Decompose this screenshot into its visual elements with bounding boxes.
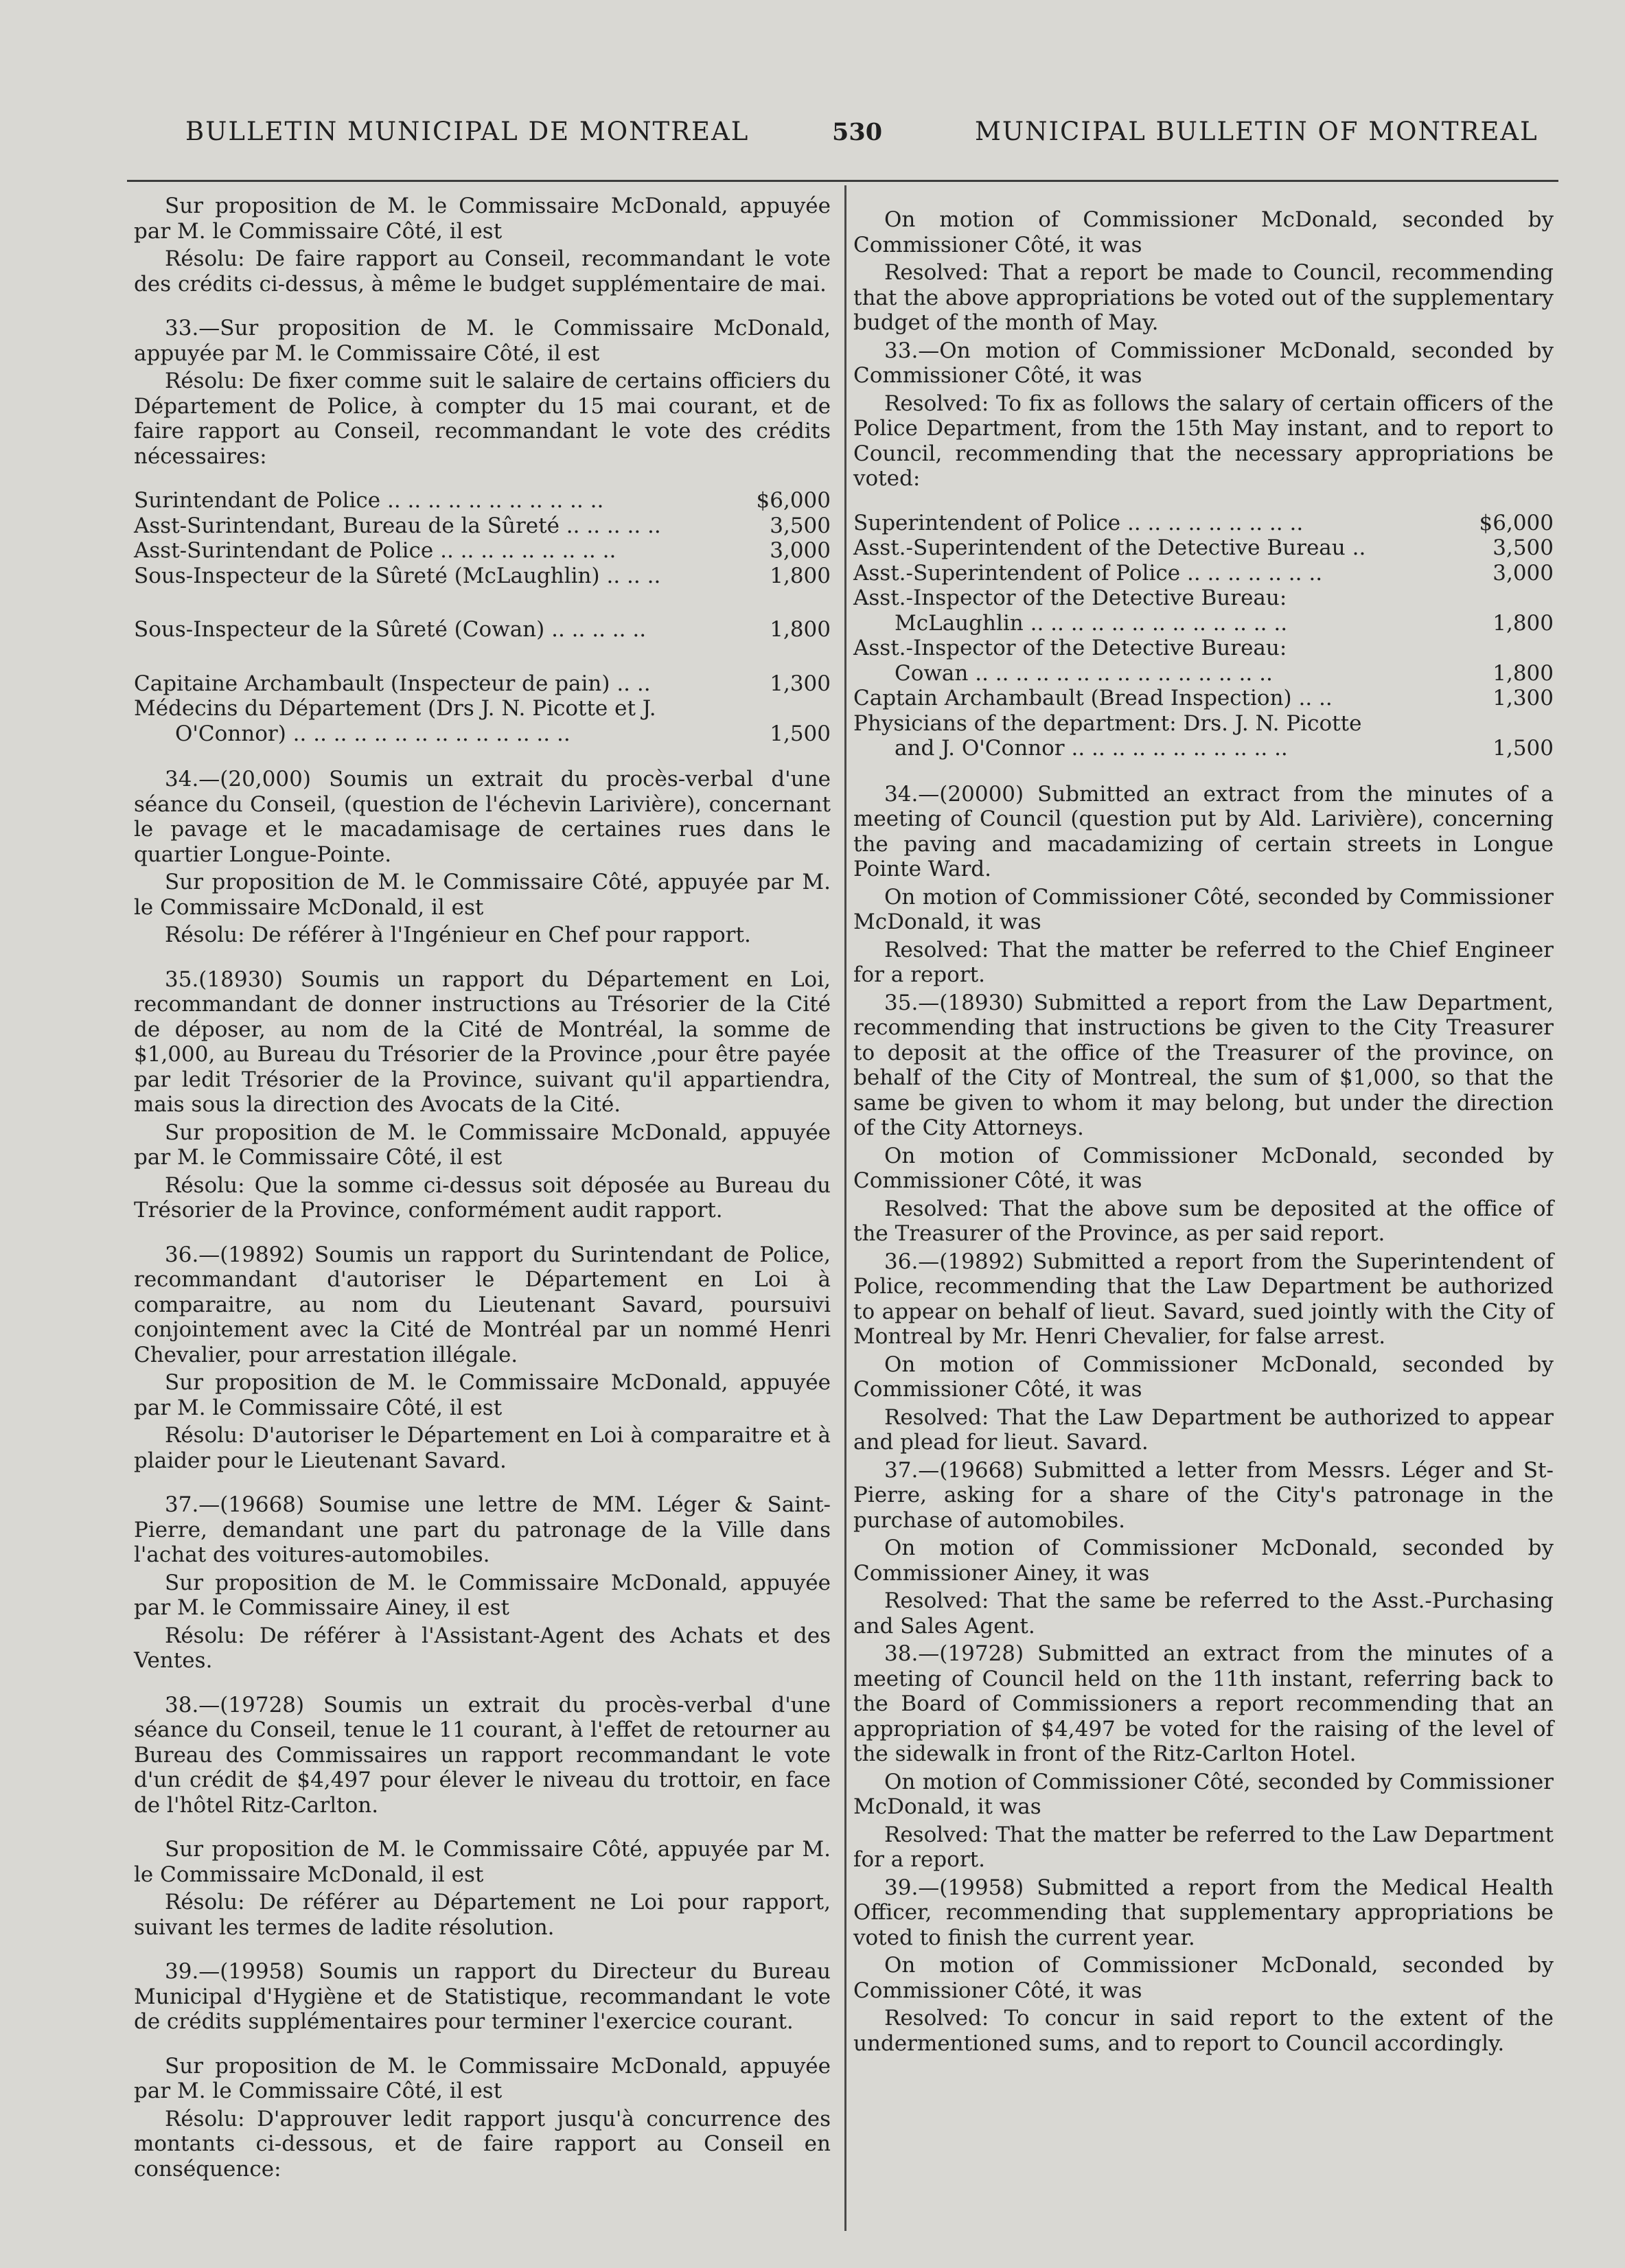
salary-table [134,488,831,746]
salary-row: Asst-Surintendant, Bureau de la Sûreté .. .. .. .. .. 3,500 [134,513,831,538]
salary-row: Sous-Inspecteur de la Sûreté (McLaughlin) .. .. .. 1,800 [134,563,831,588]
paragraph: Résolu: Que la somme ci-dessus soit déposée au Bureau du Trésorier de la Province, conformément audit rapport. [134,1172,831,1223]
paragraph: Resolved: That the matter be referred to the Law Department for a report. [853,1822,1554,1872]
paragraph: Sur proposition de M. le Commissaire McDonald, appuyée par M. le Commissaire Côté, il est [134,1120,831,1170]
paragraph: 37.—(19668) Submitted a letter from Messrs. Léger and St-Pierre, asking for a share of the City's patronage in the purchase of automobiles. [853,1457,1554,1533]
paragraph: 36.—(19892) Soumis un rapport du Surintendant de Police, recommandant d'autoriser le Département en Loi à comparaitre, au nom du Lieutenant Savard, poursuivi conjointement avec la Cité de Montréal par un nommé Henri Chevalier, pour arrestation illégale. [134,1242,831,1367]
paragraph: Résolu: D'autoriser le Département en Loi à comparaitre et à plaider pour le Lieutenant Savard. [134,1423,831,1473]
paragraph: Résolu: De référer à l'Assistant-Agent des Achats et des Ventes. [134,1623,831,1673]
paragraph: Resolved: To fix as follows the salary of certain officers of the Police Department, from the 15th May instant, and to report to Council, recommending that the necessary appropriations be voted: [853,391,1554,491]
paragraph: 39.—(19958) Submitted a report from the Medical Health Officer, recommending that supplementary appropriations be voted to finish the current year. [853,1875,1554,1950]
page-number: 530 [832,118,883,146]
salary-row: Asst.-Inspector of the Detective Bureau: [853,586,1287,610]
paragraph: 38.—(19728) Soumis un extrait du procès-verbal d'une séance du Conseil, tenue le 11 courant, à l'effet de retourner au Bureau des Commissaires un rapport recommandant le vote d'un crédit de $4,497 pour élever le niveau du trottoir, en face de l'hôtel Ritz-Carlton. [134,1692,831,1818]
salary-row: Superintendent of Police .. .. .. .. .. .. .. .. .. $6,000 [853,510,1554,535]
paragraph: 37.—(19668) Soumise une lettre de MM. Léger & Saint-Pierre, demandant une part du patronage de la Ville dans l'achat des voitures-automobiles. [134,1492,831,1567]
paragraph: Résolu: De référer au Département ne Loi pour rapport, suivant les termes de ladite résolution. [134,1890,831,1940]
paragraph: 39.—(19958) Soumis un rapport du Directeur du Bureau Municipal d'Hygiène et de Statistique, recommandant le vote de crédits supplémentaires pour terminer l'exercice courant. [134,1959,831,2034]
column-divider [844,185,846,2231]
paragraph: Resolved: That a report be made to Council, recommending that the above appropriations be voted out of the supplementary budget of the month of May. [853,260,1554,335]
paragraph: Resolved: That the Law Department be authorized to appear and plead for lieut. Savard. [853,1404,1554,1455]
paragraph: Resolved: To concur in said report to the extent of the undermentioned sums, and to report to Council accordingly. [853,2006,1554,2056]
header-english-title: MUNICIPAL BULLETIN OF MONTREAL [975,117,1538,146]
paragraph: 36.—(19892) Submitted a report from the Superintendent of Police, recommending that the Law Department be authorized to appear on behalf of lieut. Savard, sued jointly with the City of Montreal by Mr. Henri Chevalier, for false arrest. [853,1249,1554,1349]
french-column [134,194,831,2201]
paragraph: Sur proposition de M. le Commissaire Côté, appuyée par M. le Commissaire McDonald, il est [134,1837,831,1887]
paragraph: On motion of Commissioner Côté, seconded by Commissioner McDonald, it was [853,884,1554,934]
paragraph: Sur proposition de M. le Commissaire Côté, appuyée par M. le Commissaire McDonald, il est [134,870,831,920]
salary-row: Physicians of the department: Drs. J. N. Picotte [853,710,1362,736]
paragraph: Résolu: D'approuver ledit rapport jusqu'à concurrence des montants ci-dessous, et de faire rapport au Conseil en conséquence: [134,2106,831,2182]
salary-row: and J. O'Connor .. .. .. .. .. .. .. .. .. .. .. 1,500 [895,736,1554,761]
page-header [0,117,1625,158]
salary-row: Asst.-Inspector of the Detective Bureau: [853,636,1287,660]
paragraph: Résolu: De faire rapport au Conseil, recommandant le vote des crédits ci-dessus, à même le budget supplémentaire de mai. [134,246,831,297]
paragraph: On motion of Commissioner McDonald, seconded by Commissioner Ainey, it was [853,1536,1554,1586]
salary-row: Capitaine Archambault (Inspecteur de pain) .. .. 1,300 [134,671,831,696]
paragraph: 34.—(20,000) Soumis un extrait du procès-verbal d'une séance du Conseil, (question de l'échevin Larivière), concernant le pavage et le macadamisage de certaines rues dans le quartier Longue-Pointe. [134,767,831,867]
paragraph: 34.—(20000) Submitted an extract from the minutes of a meeting of Council (question put by Ald. Larivière), concerning the paving and macadamizing of certain streets in Longue Pointe Ward. [853,781,1554,881]
salary-row: Médecins du Département (Drs J. N. Picotte et J. [134,696,656,721]
salary-row: Asst.-Superintendent of Police .. .. .. .. .. .. .. 3,000 [853,560,1554,586]
salary-row: Asst.-Superintendent of the Detective Bureau .. 3,500 [853,535,1554,560]
salary-row: Cowan .. .. .. .. .. .. .. .. .. .. .. .. .. .. .. 1,800 [895,660,1554,686]
paragraph: On motion of Commissioner McDonald, seconded by Commissioner Côté, it was [853,1352,1554,1402]
salary-row: Captain Archambault (Bread Inspection) .. .. 1,300 [853,686,1554,710]
paragraph: 35.—(18930) Submitted a report from the Law Department, recommending that instructions be given to the City Treasurer to deposit at the office of the Treasurer of the province, on behalf of the City of Montreal, the sum of $1,000, so that the same be given to whom it may belong, but under the direction of the City Attorneys. [853,990,1554,1140]
salary-row: Sous-Inspecteur de la Sûreté (Cowan) .. .. .. .. .. 1,800 [134,617,831,642]
paragraph: Sur proposition de M. le Commissaire McDonald, appuyée par M. le Commissaire Côté, il est [134,194,831,244]
paragraph: On motion of Commissioner McDonald, seconded by Commissioner Côté, it was [853,1953,1554,2003]
salary-row: McLaughlin .. .. .. .. .. .. .. .. .. .. .. .. .. 1,800 [895,610,1554,636]
paragraph: Resolved: That the matter be referred to the Chief Engineer for a report. [853,937,1554,987]
paragraph: On motion of Commissioner Côté, seconded by Commissioner McDonald, it was [853,1769,1554,1819]
paragraph: Resolved: That the same be referred to the Asst.-Purchasing and Sales Agent. [853,1588,1554,1639]
english-column [853,194,1554,2059]
paragraph: 33.—Sur proposition de M. le Commissaire McDonald, appuyée par M. le Commissaire Côté, il est [134,316,831,366]
paragraph: On motion of Commissioner McDonald, seconded by Commissioner Côté, it was [853,1143,1554,1193]
paragraph: 35.(18930) Soumis un rapport du Département en Loi, recommandant de donner instructions au Trésorier de la Cité de déposer, au nom de la Cité de Montréal, la somme de $1,000, au Bureau du Trésorier de la Province ,pour être payée par ledit Trésorier de la Province, suivant qu'il appartiendra, mais sous la direction des Avocats de la Cité. [134,967,831,1117]
paragraph: 33.—On motion of Commissioner McDonald, seconded by Commissioner Côté, it was [853,338,1554,388]
salary-row: Surintendant de Police .. .. .. .. .. .. .. .. .. .. .. $6,000 [134,488,831,513]
salary-row: Asst-Surintendant de Police .. .. .. .. .. .. .. .. .. 3,000 [134,538,831,563]
paragraph: Résolu: De référer à l'Ingénieur en Chef pour rapport. [165,923,751,947]
paragraph: Sur proposition de M. le Commissaire McDonald, appuyée par M. le Commissaire Ainey, il est [134,1570,831,1620]
paragraph: On motion of Commissioner McDonald, seconded by Commissioner Côté, it was [853,207,1554,257]
salary-row: O'Connor) .. .. .. .. .. .. .. .. .. .. .. .. .. .. 1,500 [175,721,831,746]
header-french-title: BULLETIN MUNICIPAL DE MONTREAL [185,117,750,146]
salary-table [853,511,1554,761]
paragraph: Sur proposition de M. le Commissaire McDonald, appuyée par M. le Commissaire Côté, il est [134,1370,831,1420]
header-rule [127,180,1558,182]
paragraph: Resolved: That the above sum be deposited at the office of the Treasurer of the Province, as per said report. [853,1196,1554,1246]
paragraph: 38.—(19728) Submitted an extract from the minutes of a meeting of Council held on the 11th instant, referring back to the Board of Commissioners a report recommending that an appropriation of $4,497 be voted for the raising of the level of the sidewalk in front of the Ritz-Carlton Hotel. [853,1641,1554,1766]
paragraph: Résolu: De fixer comme suit le salaire de certains officiers du Département de Police, à compter du 15 mai courant, et de faire rapport au Conseil, recommandant le vote des crédits nécessaires: [134,369,831,469]
paragraph: Sur proposition de M. le Commissaire McDonald, appuyée par M. le Commissaire Côté, il est [134,2053,831,2103]
